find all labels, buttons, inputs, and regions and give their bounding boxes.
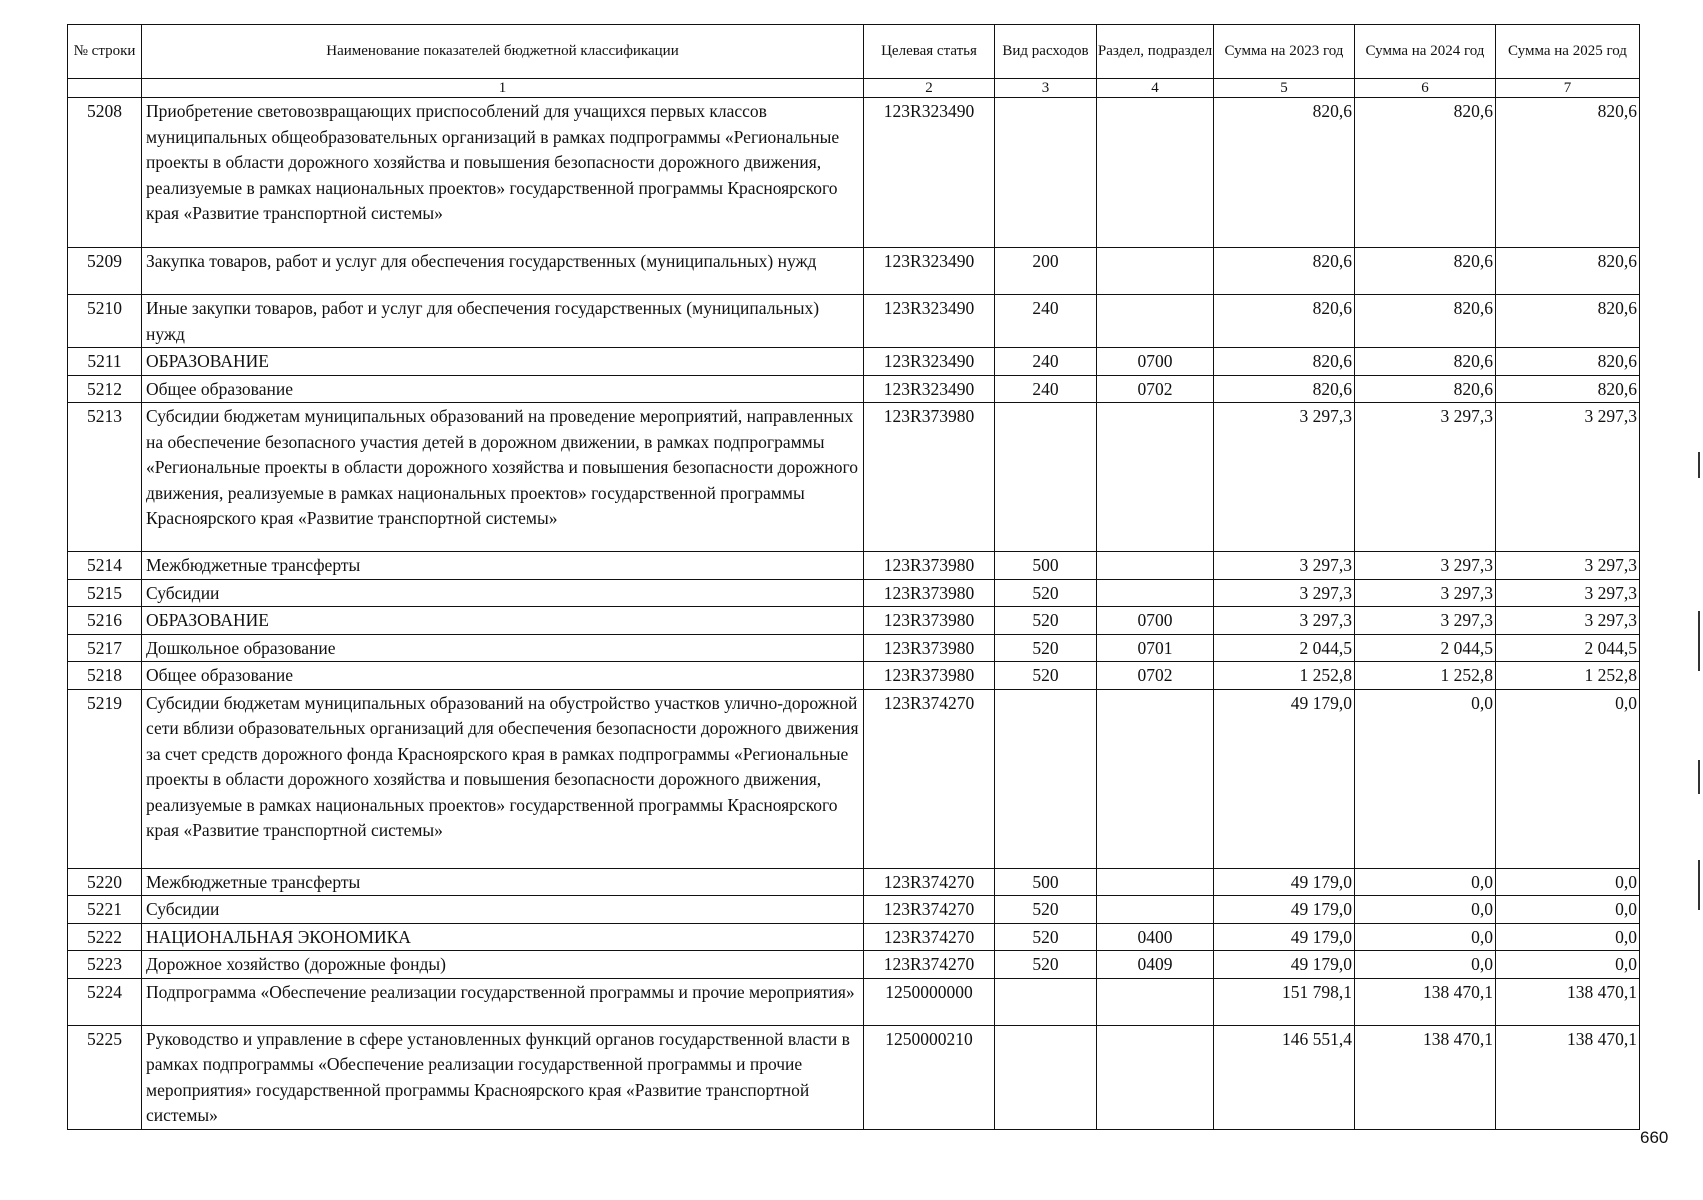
- row-target-code: 123R373980: [864, 634, 995, 662]
- row-name: Межбюджетные трансферты: [142, 552, 864, 580]
- row-sum-2024: 1 252,8: [1355, 662, 1496, 690]
- header-section: Раздел, подраздел: [1097, 25, 1214, 79]
- row-sum-2024: 138 470,1: [1355, 1025, 1496, 1129]
- column-number: 5: [1214, 79, 1355, 98]
- row-target-code: 123R323490: [864, 375, 995, 403]
- row-name: Закупка товаров, работ и услуг для обеспечения государственных (муниципальных) нужд: [142, 248, 864, 295]
- row-sum-2025: 138 470,1: [1496, 978, 1640, 1025]
- row-number: 5224: [68, 978, 142, 1025]
- row-sum-2023: 49 179,0: [1214, 896, 1355, 924]
- row-expense-kind: [995, 403, 1097, 552]
- row-expense-kind: [995, 98, 1097, 248]
- row-sum-2023: 3 297,3: [1214, 552, 1355, 580]
- table-row: [68, 403, 1640, 552]
- row-section: 0409: [1097, 951, 1214, 979]
- row-name: Общее образование: [142, 375, 864, 403]
- row-expense-kind: [995, 1025, 1097, 1129]
- row-name: НАЦИОНАЛЬНАЯ ЭКОНОМИКА: [142, 923, 864, 951]
- row-section: 0700: [1097, 348, 1214, 376]
- row-sum-2023: 49 179,0: [1214, 868, 1355, 896]
- row-name: Дорожное хозяйство (дорожные фонды): [142, 951, 864, 979]
- row-number: 5221: [68, 896, 142, 924]
- table-row: [68, 923, 1640, 951]
- row-target-code: 123R374270: [864, 951, 995, 979]
- row-name: ОБРАЗОВАНИЕ: [142, 607, 864, 635]
- row-sum-2024: 2 044,5: [1355, 634, 1496, 662]
- row-section: [1097, 248, 1214, 295]
- row-sum-2025: 0,0: [1496, 896, 1640, 924]
- row-section: [1097, 98, 1214, 248]
- row-target-code: 123R373980: [864, 579, 995, 607]
- header-kind: Вид расходов: [995, 25, 1097, 79]
- column-number: 2: [864, 79, 995, 98]
- row-sum-2025: 820,6: [1496, 375, 1640, 403]
- row-number: 5219: [68, 689, 142, 868]
- row-target-code: 123R323490: [864, 348, 995, 376]
- row-sum-2023: 1 252,8: [1214, 662, 1355, 690]
- row-target-code: 123R374270: [864, 896, 995, 924]
- row-sum-2023: 820,6: [1214, 375, 1355, 403]
- header-sum-2024: Сумма на 2024 год: [1355, 25, 1496, 79]
- row-number: 5217: [68, 634, 142, 662]
- row-name: Субсидии бюджетам муниципальных образований на проведение мероприятий, направленных на обеспечение безопасного участия детей в дорожном движении, в рамках подпрограммы «Региональные проекты в области дорожного хозяйства и повышения безопасности дорожного движения, реализуемые в рамках национальных проектов» государственной программы Красноярского края «Развитие транспортной системы»: [142, 403, 864, 552]
- row-name: Межбюджетные трансферты: [142, 868, 864, 896]
- row-expense-kind: [995, 978, 1097, 1025]
- row-sum-2025: 0,0: [1496, 868, 1640, 896]
- row-section: [1097, 295, 1214, 348]
- row-section: 0702: [1097, 662, 1214, 690]
- row-number: 5214: [68, 552, 142, 580]
- row-number: 5209: [68, 248, 142, 295]
- scan-edge-mark: [1698, 860, 1700, 910]
- row-section: 0701: [1097, 634, 1214, 662]
- row-expense-kind: 500: [995, 868, 1097, 896]
- row-expense-kind: 520: [995, 634, 1097, 662]
- row-number: 5215: [68, 579, 142, 607]
- row-sum-2024: 820,6: [1355, 248, 1496, 295]
- row-sum-2024: 0,0: [1355, 689, 1496, 868]
- row-sum-2023: 3 297,3: [1214, 403, 1355, 552]
- row-sum-2024: 820,6: [1355, 375, 1496, 403]
- row-target-code: 123R323490: [864, 248, 995, 295]
- row-sum-2025: 3 297,3: [1496, 552, 1640, 580]
- row-expense-kind: 500: [995, 552, 1097, 580]
- header-sum-2025: Сумма на 2025 год: [1496, 25, 1640, 79]
- row-sum-2024: 820,6: [1355, 295, 1496, 348]
- row-sum-2025: 3 297,3: [1496, 579, 1640, 607]
- row-sum-2023: 49 179,0: [1214, 951, 1355, 979]
- row-sum-2024: 0,0: [1355, 896, 1496, 924]
- row-expense-kind: [995, 689, 1097, 868]
- table-row: [68, 579, 1640, 607]
- row-sum-2024: 3 297,3: [1355, 607, 1496, 635]
- row-sum-2024: 3 297,3: [1355, 579, 1496, 607]
- budget-table: [67, 24, 1640, 1130]
- row-number: 5222: [68, 923, 142, 951]
- row-sum-2023: 3 297,3: [1214, 607, 1355, 635]
- row-name: Иные закупки товаров, работ и услуг для обеспечения государственных (муниципальных) нужд: [142, 295, 864, 348]
- row-sum-2023: 49 179,0: [1214, 689, 1355, 868]
- row-expense-kind: 520: [995, 607, 1097, 635]
- row-sum-2025: 2 044,5: [1496, 634, 1640, 662]
- row-section: [1097, 978, 1214, 1025]
- row-target-code: 123R323490: [864, 295, 995, 348]
- row-expense-kind: 520: [995, 896, 1097, 924]
- row-target-code: 123R373980: [864, 552, 995, 580]
- row-sum-2023: 820,6: [1214, 295, 1355, 348]
- row-sum-2025: 138 470,1: [1496, 1025, 1640, 1129]
- row-sum-2023: 820,6: [1214, 98, 1355, 248]
- row-name: Субсидии: [142, 896, 864, 924]
- table-row: [68, 634, 1640, 662]
- row-expense-kind: 520: [995, 923, 1097, 951]
- column-number: 1: [142, 79, 864, 98]
- row-section: [1097, 896, 1214, 924]
- header-target: Целевая статья: [864, 25, 995, 79]
- table-row: [68, 248, 1640, 295]
- row-section: [1097, 579, 1214, 607]
- row-expense-kind: 240: [995, 295, 1097, 348]
- row-sum-2025: 1 252,8: [1496, 662, 1640, 690]
- row-sum-2025: 820,6: [1496, 98, 1640, 248]
- row-number: 5220: [68, 868, 142, 896]
- row-target-code: 1250000000: [864, 978, 995, 1025]
- row-sum-2024: 0,0: [1355, 951, 1496, 979]
- row-expense-kind: 200: [995, 248, 1097, 295]
- table-row: [68, 1025, 1640, 1129]
- row-number: 5212: [68, 375, 142, 403]
- row-section: 0702: [1097, 375, 1214, 403]
- row-target-code: 1250000210: [864, 1025, 995, 1129]
- row-number: 5210: [68, 295, 142, 348]
- row-name: Руководство и управление в сфере установленных функций органов государственной власти в рамках подпрограммы «Обеспечение реализации государственной программы и прочие мероприятия» государственной программы Красноярского края «Развитие транспортной системы»: [142, 1025, 864, 1129]
- row-sum-2023: 49 179,0: [1214, 923, 1355, 951]
- table-row: [68, 868, 1640, 896]
- row-number: 5213: [68, 403, 142, 552]
- table-row: [68, 348, 1640, 376]
- row-expense-kind: 520: [995, 579, 1097, 607]
- row-section: [1097, 552, 1214, 580]
- column-number: 4: [1097, 79, 1214, 98]
- row-name: Общее образование: [142, 662, 864, 690]
- row-section: 0700: [1097, 607, 1214, 635]
- header-row: [68, 25, 1640, 79]
- row-sum-2024: 138 470,1: [1355, 978, 1496, 1025]
- table-row: [68, 552, 1640, 580]
- row-number: 5208: [68, 98, 142, 248]
- column-number-blank: [68, 79, 142, 98]
- row-section: [1097, 868, 1214, 896]
- row-name: Подпрограмма «Обеспечение реализации государственной программы и прочие мероприятия»: [142, 978, 864, 1025]
- row-sum-2024: 820,6: [1355, 348, 1496, 376]
- row-sum-2024: 3 297,3: [1355, 403, 1496, 552]
- row-sum-2025: 0,0: [1496, 689, 1640, 868]
- table-row: [68, 295, 1640, 348]
- header-row-no: № строки: [68, 25, 142, 79]
- row-sum-2025: 0,0: [1496, 951, 1640, 979]
- row-sum-2023: 2 044,5: [1214, 634, 1355, 662]
- row-sum-2024: 3 297,3: [1355, 552, 1496, 580]
- row-sum-2023: 820,6: [1214, 348, 1355, 376]
- row-name: ОБРАЗОВАНИЕ: [142, 348, 864, 376]
- row-expense-kind: 240: [995, 375, 1097, 403]
- row-section: [1097, 403, 1214, 552]
- column-number: 7: [1496, 79, 1640, 98]
- row-target-code: 123R373980: [864, 662, 995, 690]
- row-section: 0400: [1097, 923, 1214, 951]
- row-target-code: 123R374270: [864, 689, 995, 868]
- row-section: [1097, 1025, 1214, 1129]
- row-name: Субсидии бюджетам муниципальных образований на обустройство участков улично-дорожной сети вблизи образовательных организаций для обеспечения безопасности дорожного движения за счет средств дорожного фонда Красноярского края в рамках подпрограммы «Региональные проекты в области дорожного хозяйства и повышения безопасности дорожного движения, реализуемые в рамках национальных проектов» государственной программы Красноярского края «Развитие транспортной системы»: [142, 689, 864, 868]
- row-sum-2025: 3 297,3: [1496, 607, 1640, 635]
- row-sum-2025: 820,6: [1496, 295, 1640, 348]
- row-expense-kind: 240: [995, 348, 1097, 376]
- row-sum-2023: 146 551,4: [1214, 1025, 1355, 1129]
- header-name: Наименование показателей бюджетной классификации: [142, 25, 864, 79]
- row-number: 5211: [68, 348, 142, 376]
- row-sum-2024: 0,0: [1355, 923, 1496, 951]
- table-row: [68, 951, 1640, 979]
- row-expense-kind: 520: [995, 951, 1097, 979]
- header-sum-2023: Сумма на 2023 год: [1214, 25, 1355, 79]
- row-sum-2025: 3 297,3: [1496, 403, 1640, 552]
- table-row: [68, 896, 1640, 924]
- scan-edge-mark: [1698, 452, 1700, 478]
- page-number: 660: [1640, 1128, 1669, 1147]
- row-sum-2024: 820,6: [1355, 98, 1496, 248]
- column-number: 3: [995, 79, 1097, 98]
- row-expense-kind: 520: [995, 662, 1097, 690]
- row-number: 5216: [68, 607, 142, 635]
- row-sum-2025: 820,6: [1496, 248, 1640, 295]
- row-sum-2023: 3 297,3: [1214, 579, 1355, 607]
- row-sum-2025: 0,0: [1496, 923, 1640, 951]
- row-sum-2024: 0,0: [1355, 868, 1496, 896]
- row-name: Субсидии: [142, 579, 864, 607]
- row-target-code: 123R374270: [864, 923, 995, 951]
- table-row: [68, 607, 1640, 635]
- scan-edge-mark: [1698, 611, 1700, 671]
- row-target-code: 123R374270: [864, 868, 995, 896]
- row-sum-2023: 820,6: [1214, 248, 1355, 295]
- row-number: 5218: [68, 662, 142, 690]
- column-number-row: [68, 79, 1640, 98]
- column-number: 6: [1355, 79, 1496, 98]
- row-target-code: 123R373980: [864, 403, 995, 552]
- row-target-code: 123R373980: [864, 607, 995, 635]
- row-sum-2025: 820,6: [1496, 348, 1640, 376]
- scan-edge-mark: [1698, 760, 1700, 794]
- table-row: [68, 662, 1640, 690]
- row-sum-2023: 151 798,1: [1214, 978, 1355, 1025]
- row-name: Дошкольное образование: [142, 634, 864, 662]
- table-row: [68, 689, 1640, 868]
- row-number: 5223: [68, 951, 142, 979]
- row-section: [1097, 689, 1214, 868]
- row-name: Приобретение световозвращающих приспособлений для учащихся первых классов муниципальных общеобразовательных организаций в рамках подпрограммы «Региональные проекты в области дорожного хозяйства и повышения безопасности дорожного движения, реализуемые в рамках национальных проектов» государственной программы Красноярского края «Развитие транспортной системы»: [142, 98, 864, 248]
- table-row: [68, 978, 1640, 1025]
- table-row: [68, 98, 1640, 248]
- table-body: [68, 98, 1640, 1130]
- row-target-code: 123R323490: [864, 98, 995, 248]
- row-number: 5225: [68, 1025, 142, 1129]
- table-row: [68, 375, 1640, 403]
